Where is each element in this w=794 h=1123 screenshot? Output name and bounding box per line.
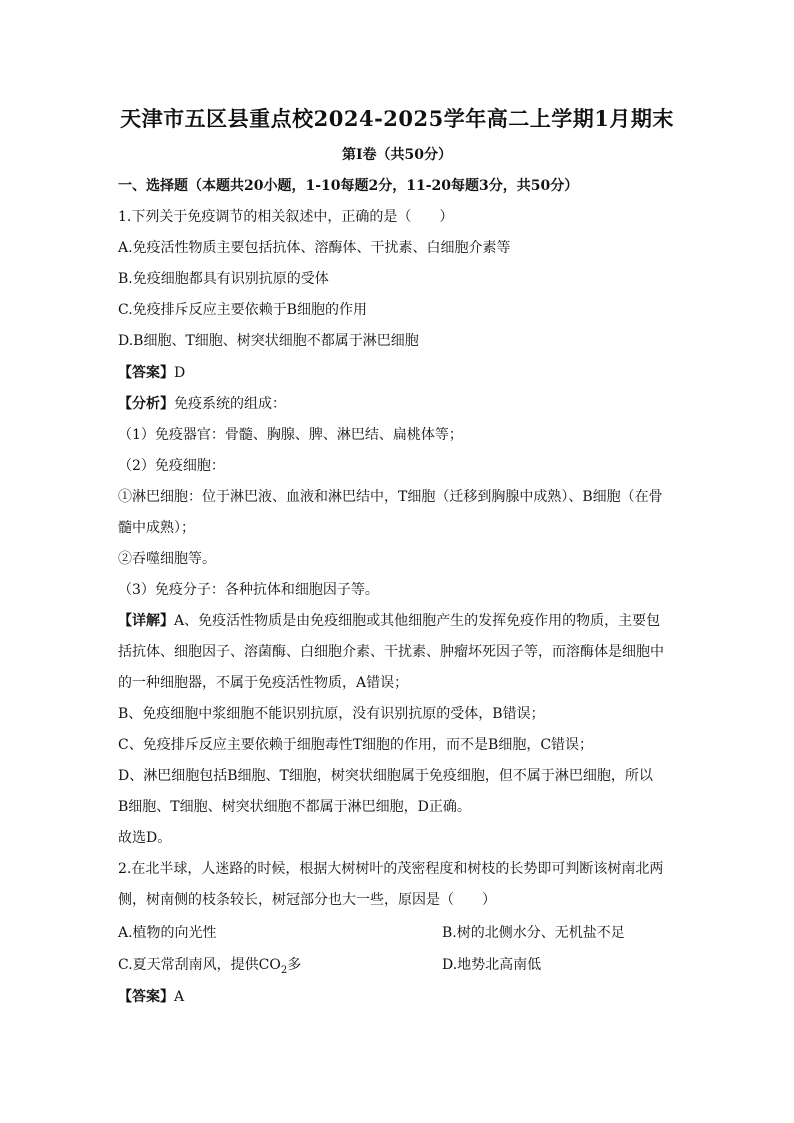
- q1-detail-line: [118, 611, 660, 631]
- q1-answer-value: D: [174, 365, 186, 381]
- q1-analysis-line: 髓中成熟）；: [118, 520, 195, 536]
- document-subtitle: 第Ⅰ卷（共50分）: [341, 147, 453, 163]
- q1-analysis-text: 免疫系统的组成：: [174, 396, 286, 412]
- q2-stem: 2.在北半球，人迷路的时候，根据大树树叶的茂密程度和树枝的长势即可判断该树南北两: [118, 861, 664, 877]
- q2-answer: [118, 987, 184, 1007]
- q1-detail-line: C、免疫排斥反应主要依赖于细胞毒性T细胞的作用，而不是B细胞，C错误；: [118, 737, 594, 753]
- q1-stem: 1.下列关于免疫调节的相关叙述中，正确的是（ ）: [118, 209, 454, 225]
- document-title: 天津市五区县重点校2024-2025学年高二上学期1月期末: [120, 106, 674, 131]
- q1-detail-text: A、免疫活性物质是由免疫细胞或其他细胞产生的发挥免疫作用的物质，主要包: [174, 613, 661, 629]
- q1-detail-line: B、免疫细胞中浆细胞不能识别抗原，没有识别抗原的受体，B错误；: [118, 706, 545, 722]
- q1-option-c: C.免疫排斥反应主要依赖于B细胞的作用: [118, 302, 367, 318]
- q1-answer-label: 【答案】: [118, 365, 174, 381]
- q1-option-a: A.免疫活性物质主要包括抗体、溶酶体、干扰素、白细胞介素等: [118, 240, 511, 256]
- q1-analysis-line: （3）免疫分子：各种抗体和细胞因子等。: [118, 582, 379, 598]
- q1-detail-line: D、淋巴细胞包括B细胞、T细胞，树突状细胞属于免疫细胞，但不属于淋巴细胞，所以: [118, 768, 653, 784]
- q1-detail-line: B细胞、T细胞、树突状细胞不都属于淋巴细胞，D正确。: [118, 799, 471, 815]
- q1-detail-label: 【详解】: [118, 613, 174, 629]
- q2-option-d: D.地势北高南低: [442, 957, 542, 973]
- q1-detail-line: 故选D。: [118, 830, 172, 846]
- q2-option-a: A.植物的向光性: [118, 925, 217, 941]
- q1-detail-line: 的一种细胞器，不属于免疫活性物质，A错误；: [118, 675, 409, 691]
- q2-answer-label: 【答案】: [118, 989, 174, 1005]
- section-heading: 一、选择题（本题共20小题，1-10每题2分，11-20每题3分，共50分）: [118, 178, 579, 194]
- q2-stem: 侧，树南侧的枝条较长，树冠部分也大一些，原因是（ ）: [118, 892, 496, 908]
- q1-analysis-line: （2）免疫细胞：: [118, 458, 225, 474]
- q2-option-c-text: C.夏天常刮南风，提供CO: [118, 957, 281, 973]
- q1-detail-line: 括抗体、细胞因子、溶菌酶、白细胞介素、干扰素、肿瘤坏死因子等，而溶酶体是细胞中: [118, 644, 664, 660]
- q1-option-d: D.B细胞、T细胞、树突状细胞不都属于淋巴细胞: [118, 333, 419, 349]
- q2-option-b: B.树的北侧水分、无机盐不足: [442, 925, 625, 941]
- q2-option-c-tail: 多: [287, 957, 302, 973]
- q1-option-b: B.免疫细胞都具有识别抗原的受体: [118, 271, 329, 287]
- q1-analysis-label: 【分析】: [118, 396, 174, 412]
- q1-answer: [118, 363, 185, 383]
- q1-analysis-line: ②吞噬细胞等。: [118, 551, 216, 567]
- q1-analysis-line: （1）免疫器官：骨髓、胸腺、脾、淋巴结、扁桃体等；: [118, 427, 463, 443]
- q2-option-c-subscript: 2: [280, 964, 288, 976]
- q1-analysis-line: [118, 394, 286, 414]
- q2-answer-value: A: [174, 989, 185, 1005]
- q2-option-c: [118, 955, 301, 981]
- q1-analysis-line: ①淋巴细胞：位于淋巴液、血液和淋巴结中，T细胞（迁移到胸腺中成熟）、B细胞（在骨: [118, 489, 663, 505]
